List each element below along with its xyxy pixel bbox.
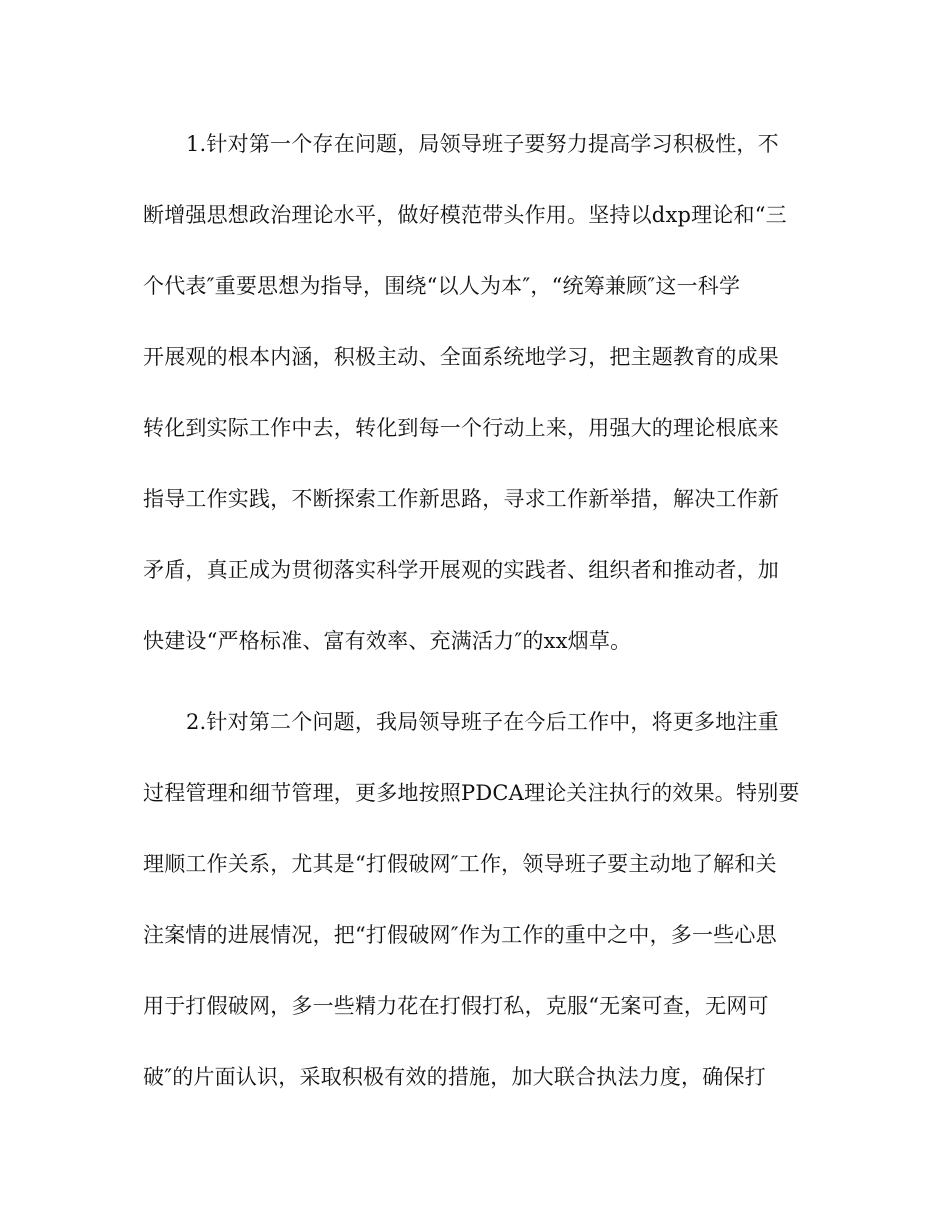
paragraph-line: 用于打假破网，多一些精力花在打假打私，克服“无案可查，无网可 [143, 994, 769, 1018]
paragraph-line: 矛盾，真正成为贯彻落实科学开展观的实践者、组织者和推动者，加 [143, 558, 779, 582]
paragraph-line: 快建设“严格标准、富有效率、充满活力″的xx烟草。 [143, 629, 632, 653]
paragraph-line: 断增强思想政治理论水平，做好模范带头作用。坚持以dxp理论和“三 [143, 203, 787, 227]
paragraph-line: 个代表″重要思想为指导，围绕“以人为本″，“统筹兼顾″这一科学 [143, 274, 741, 298]
paragraph-line: 注案情的进展情况，把“打假破网″作为工作的重中之中，多一些心思 [143, 923, 777, 947]
paragraph-line: 开展观的根本内涵，积极主动、全面系统地学习，把主题教育的成果 [143, 345, 779, 369]
paragraph-line: 理顺工作关系，尤其是“打假破网″工作，领导班子要主动地了解和关 [143, 852, 777, 876]
paragraph-line: 破″的片面认识，采取积极有效的措施，加大联合执法力度，确保打 [143, 1065, 766, 1089]
paragraph-line: 1.针对第一个存在问题，局领导班子要努力提高学习积极性，不 [186, 132, 779, 156]
paragraph-line: 转化到实际工作中去，转化到每一个行动上来，用强大的理论根底来 [143, 416, 779, 440]
paragraph-line: 过程管理和细节管理，更多地按照PDCA理论关注执行的效果。特别要 [143, 781, 800, 805]
paragraph-line: 指导工作实践，不断探索工作新思路，寻求工作新举措，解决工作新 [143, 487, 779, 511]
paragraph-line: 2.针对第二个问题，我局领导班子在今后工作中，将更多地注重 [186, 710, 779, 734]
